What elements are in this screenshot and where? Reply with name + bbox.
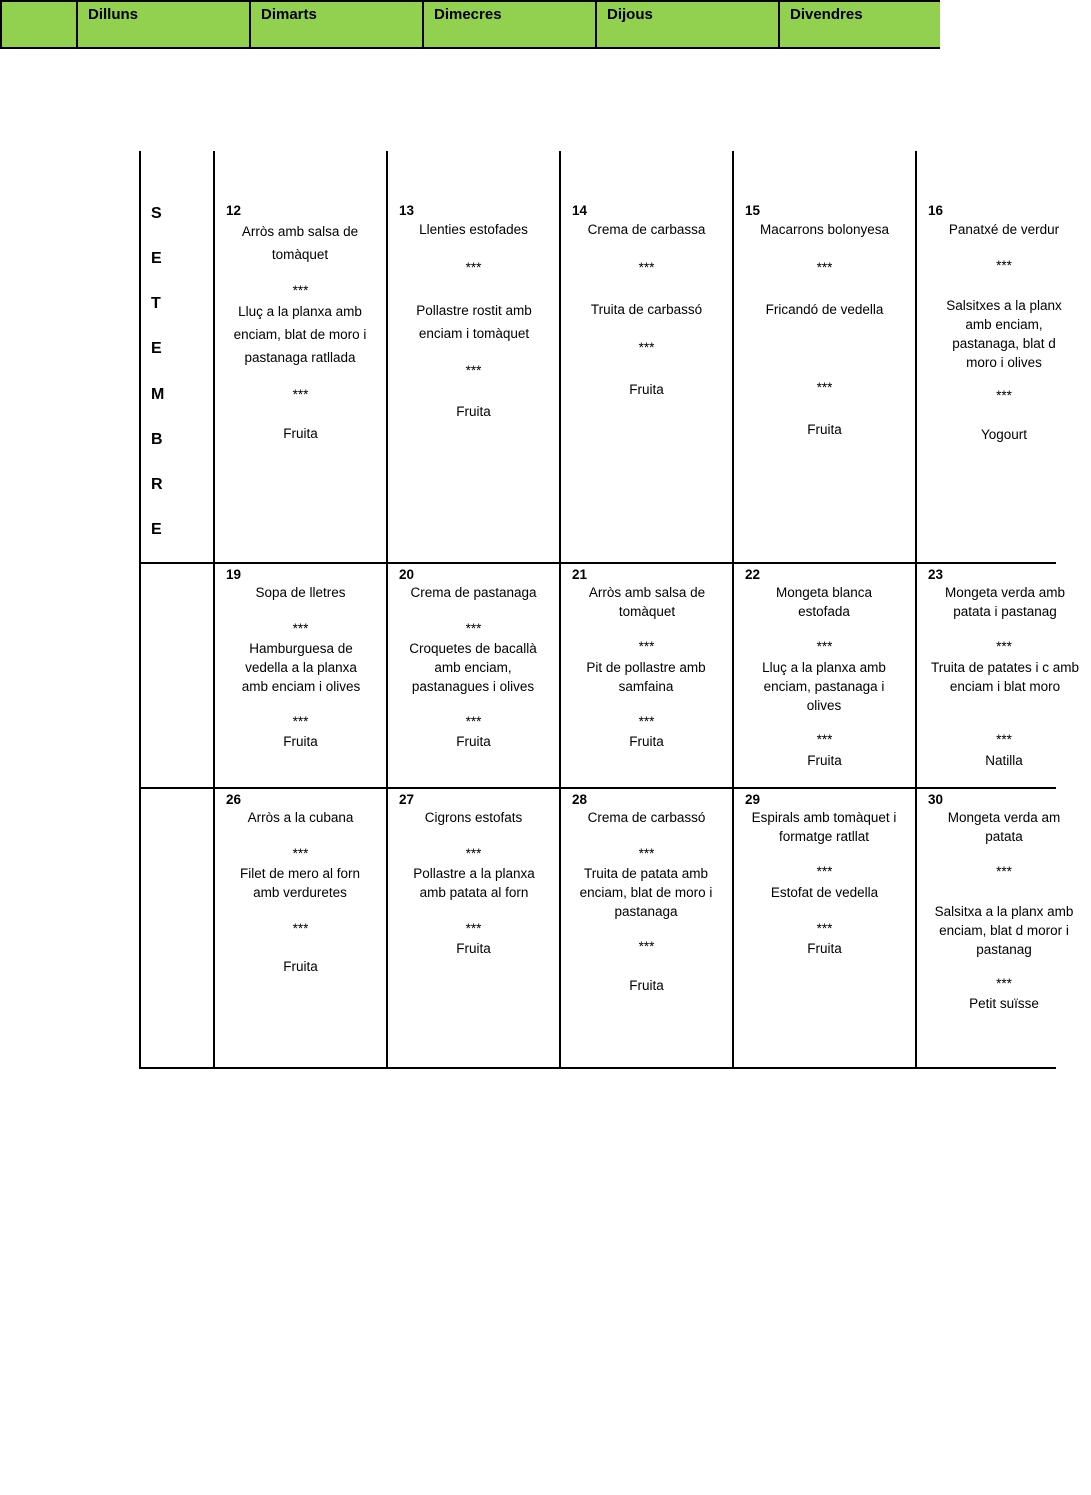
first-course: Arròs amb salsa de tomàquet: [241, 224, 359, 262]
second-course: Croquetes de bacallà amb enciam, pastanagues i olives: [409, 641, 537, 694]
day-cell: [734, 200, 915, 562]
day-number: 12: [226, 203, 242, 218]
separator: ***: [292, 283, 309, 298]
dessert: Fruita: [456, 734, 491, 749]
separator: ***: [816, 639, 833, 654]
month-letter: E: [151, 250, 162, 267]
second-course: Estofat de vedella: [770, 885, 879, 900]
day-number: 13: [399, 203, 415, 218]
first-course: Arròs amb salsa de tomàquet: [588, 585, 706, 619]
day-cell: [215, 789, 386, 1067]
day-cell: [388, 200, 559, 562]
day-cell: [917, 200, 1062, 562]
day-cell: [215, 564, 386, 787]
first-course: Mongeta verda amb patata i pastanag: [944, 585, 1066, 619]
first-course: Crema de carbassó: [587, 810, 706, 825]
day-number: 19: [226, 567, 242, 582]
month-letter: M: [151, 386, 165, 403]
dessert: Fruita: [807, 753, 842, 768]
first-course: Mongeta verda am patata: [947, 810, 1061, 844]
month-letter: E: [151, 521, 162, 538]
header-dimecres: [422, 2, 595, 47]
separator: ***: [465, 363, 482, 378]
day-cell: [561, 200, 732, 562]
dessert: Fruita: [456, 941, 491, 956]
dessert: Fruita: [283, 734, 318, 749]
grid-line: [139, 1067, 1056, 1069]
separator: ***: [996, 976, 1012, 991]
separator: ***: [638, 260, 655, 275]
day-cell: [917, 789, 1074, 1067]
grid-line: [139, 151, 141, 1069]
header-dijous: [595, 2, 778, 47]
separator: ***: [465, 921, 482, 936]
separator: ***: [465, 714, 482, 729]
day-cell: [561, 789, 732, 1067]
first-course: Crema de carbassa: [587, 222, 706, 237]
first-course: Llenties estofades: [419, 222, 528, 237]
month-letter: B: [151, 431, 163, 448]
header-day-label: Divendres: [790, 6, 863, 23]
dessert: Fruita: [629, 734, 664, 749]
day-number: 26: [226, 792, 242, 807]
separator: ***: [292, 621, 309, 636]
header-dimarts: [249, 2, 422, 47]
day-number: 29: [745, 792, 761, 807]
separator: ***: [638, 846, 655, 861]
dessert: Petit suïsse: [969, 996, 1039, 1011]
day-number: 20: [399, 567, 415, 582]
second-course: Filet de mero al forn amb verduretes: [239, 866, 361, 900]
dessert: Natilla: [985, 753, 1023, 768]
separator: ***: [996, 639, 1012, 654]
separator: ***: [465, 621, 482, 636]
second-course: Salsitxa a la planx amb enciam, blat d moror i pastanag: [934, 904, 1074, 957]
separator: ***: [816, 260, 833, 275]
separator: ***: [816, 380, 833, 395]
day-number: 16: [928, 203, 944, 218]
dessert: Fruita: [629, 978, 664, 993]
month-letter: T: [151, 295, 161, 312]
first-course: Arròs a la cubana: [247, 810, 354, 825]
first-course: Crema de pastanaga: [410, 585, 537, 600]
dessert: Yogourt: [980, 427, 1028, 442]
second-course: Hamburguesa de vedella a la planxa amb enciam i olives: [241, 641, 361, 694]
separator: ***: [465, 260, 482, 275]
separator: ***: [816, 864, 833, 879]
dessert: Fruita: [283, 426, 318, 441]
dessert: Fruita: [283, 959, 318, 974]
day-cell: [734, 564, 915, 787]
day-number: 14: [572, 203, 588, 218]
separator: ***: [638, 714, 655, 729]
day-number: 21: [572, 567, 588, 582]
month-letter: R: [151, 476, 163, 493]
dessert: Fruita: [456, 404, 491, 419]
second-course: Fricandó de vedella: [765, 302, 884, 317]
month-letter: S: [151, 205, 162, 222]
separator: ***: [292, 714, 309, 729]
second-course: Truita de patata amb enciam, blat de moro i pastanaga: [579, 866, 713, 919]
separator: ***: [465, 846, 482, 861]
header-dilluns: [76, 2, 249, 47]
day-number: 28: [572, 792, 588, 807]
dessert: Fruita: [807, 422, 842, 437]
second-course: Salsitxes a la planx amb enciam, pastanaga, blat d moro i olives: [946, 298, 1062, 370]
first-course: Mongeta blanca estofada: [775, 585, 873, 619]
dessert: Fruita: [807, 941, 842, 956]
second-course: Lluç a la planxa amb enciam, blat de moro i pastanaga ratllada: [233, 304, 367, 365]
day-cell: [561, 564, 732, 787]
separator: ***: [996, 732, 1012, 747]
second-course: Pit de pollastre amb samfaina: [586, 660, 706, 694]
header-day-label: Dimecres: [434, 6, 502, 23]
header-day-label: Dimarts: [261, 6, 317, 23]
separator: ***: [292, 921, 309, 936]
day-number: 22: [745, 567, 761, 582]
separator: ***: [638, 939, 655, 954]
separator: ***: [292, 387, 309, 402]
first-course: Sopa de lletres: [255, 585, 346, 600]
first-course: Espirals amb tomàquet i formatge ratllat: [751, 810, 897, 844]
day-cell: [734, 789, 915, 1067]
header-day-label: Dijous: [607, 6, 653, 23]
day-cell: [388, 789, 559, 1067]
separator: ***: [996, 388, 1012, 403]
day-number: 27: [399, 792, 415, 807]
day-cell: [388, 564, 559, 787]
month-letter: E: [151, 340, 162, 357]
second-course: Truita de carbassó: [590, 302, 703, 317]
day-cell: [215, 200, 386, 562]
separator: ***: [816, 732, 833, 747]
separator: ***: [996, 258, 1012, 273]
day-number: 23: [928, 567, 944, 582]
separator: ***: [638, 340, 655, 355]
first-course: Macarrons bolonyesa: [759, 222, 890, 237]
second-course: Pollastre rostit amb enciam i tomàquet: [416, 303, 532, 341]
dessert: Fruita: [629, 382, 664, 397]
second-course: Pollastre a la planxa amb patata al forn: [413, 866, 535, 900]
header-blank-cell: [2, 2, 76, 47]
separator: ***: [292, 846, 309, 861]
day-cell: [917, 564, 1080, 787]
separator: ***: [638, 639, 655, 654]
separator: ***: [816, 921, 833, 936]
header-row: [0, 0, 940, 49]
first-course: Cigrons estofats: [424, 810, 523, 825]
header-divendres: [778, 2, 942, 47]
second-course: Lluç a la planxa amb enciam, pastanaga i olives: [762, 660, 886, 713]
second-course: Truita de patates i c amb enciam i blat moro: [930, 660, 1080, 694]
day-number: 15: [745, 203, 761, 218]
first-course: Panatxé de verdur: [948, 222, 1060, 237]
separator: ***: [996, 864, 1012, 879]
day-number: 30: [928, 792, 944, 807]
header-day-label: Dilluns: [88, 6, 139, 23]
